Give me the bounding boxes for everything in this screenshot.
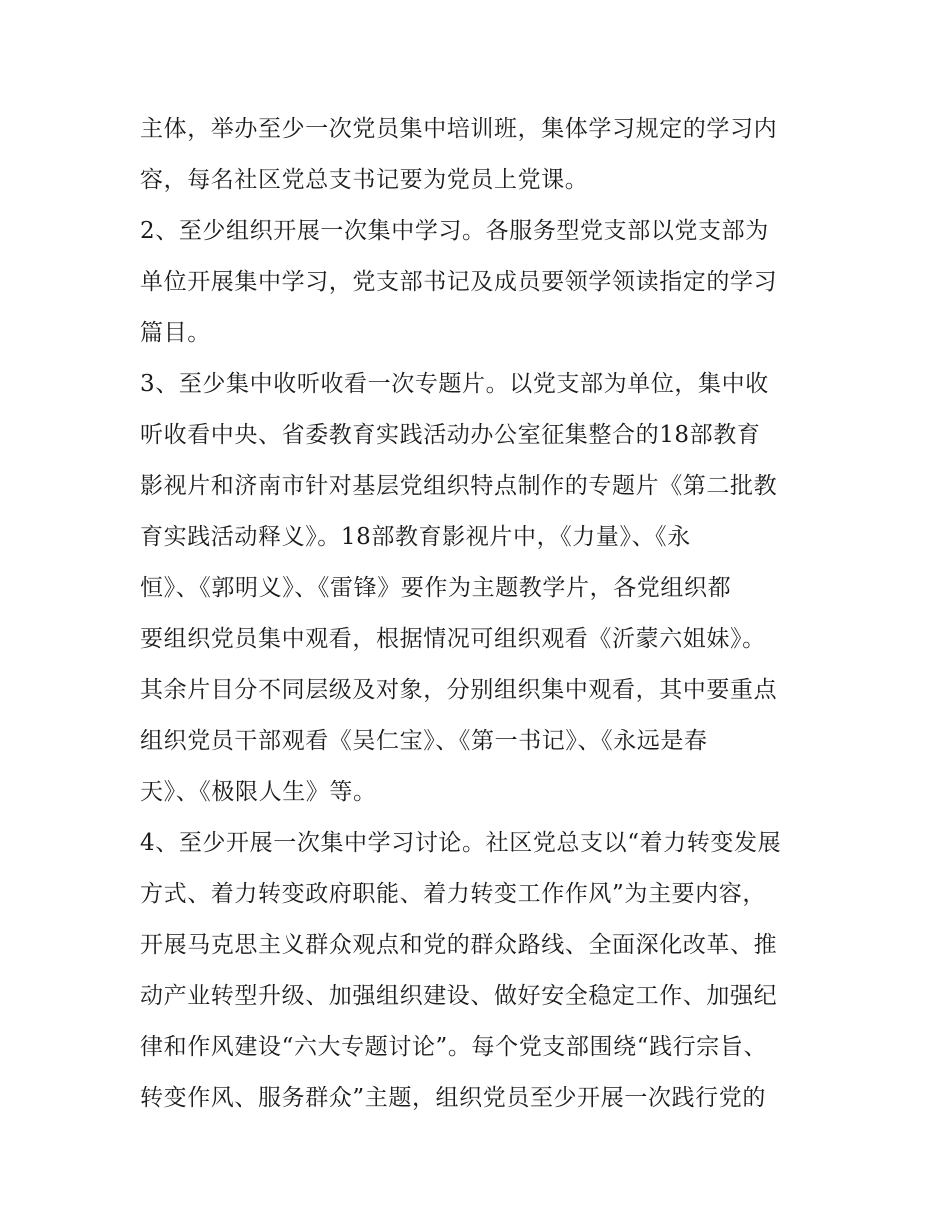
text-line: 动产业转型升级、加强组织建设、做好安全稳定工作、加强纪 [140, 983, 778, 1009]
body-text [140, 104, 820, 1124]
text-line: 主体，举办至少一次党员集中培训班，集体学习规定的学习内 [140, 116, 778, 142]
text-line: 2、至少组织开展一次集中学习。各服务型党支部以党支部为 [140, 218, 769, 244]
text-line: 容，每名社区党总支书记要为党员上党课。 [140, 167, 589, 193]
text-line: 天》、《极限人生》等。 [140, 779, 377, 805]
text-line: 3、至少集中收听收看一次专题片。以党支部为单位，集中收 [140, 371, 769, 397]
text-line: 听收看中央、省委教育实践活动办公室征集整合的18部教育 [140, 422, 761, 448]
text-line: 篇目。 [140, 320, 211, 346]
text-line: 要组织党员集中观看，根据情况可组织观看《沂蒙六姐妹》。 [140, 626, 766, 652]
text-line: 律和作风建设“六大专题讨论”。每个党支部围绕“践行宗旨、 [140, 1034, 768, 1060]
text-line: 方式、着力转变政府职能、着力转变工作作风”为主要内容， [140, 881, 766, 907]
text-line: 影视片和济南市针对基层党组织特点制作的专题片《第二批教 [140, 473, 778, 499]
text-line: 开展马克思主义群众观点和党的群众路线、全面深化改革、推 [140, 932, 778, 958]
text-line: 组织党员干部观看《吴仁宝》、《第一书记》、《永远是春 [140, 728, 708, 754]
text-line: 其余片目分不同层级及对象，分别组织集中观看，其中要重点 [140, 677, 778, 703]
text-line: 单位开展集中学习，党支部书记及成员要领学领读指定的学习 [140, 269, 778, 295]
text-line: 恒》、《郭明义》、《雷锋》要作为主题教学片，各党组织都 [140, 575, 732, 601]
text-line: 育实践活动释义》。18部教育影视片中，《力量》、《永 [140, 524, 691, 550]
text-line: 4、至少开展一次集中学习讨论。社区党总支以“着力转变发展 [140, 830, 782, 856]
text-line: 转变作风、服务群众”主题，组织党员至少开展一次践行党的 [140, 1085, 766, 1111]
